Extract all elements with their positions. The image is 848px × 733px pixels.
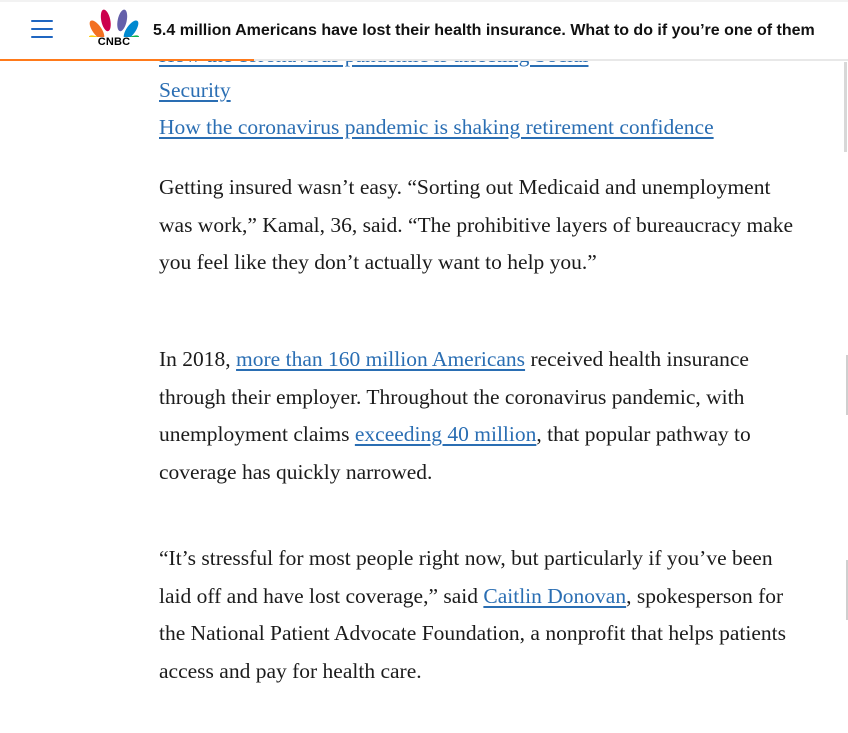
paragraph-insured: Getting insured wasn’t easy. “Sorting out Medicaid and unemployment was work,” Kamal, 36, said. “The prohibitive layers of bureaucracy make you feel like they don’t actually want to help you.” <box>159 175 794 274</box>
link-exceeding-40-million[interactable]: exceeding 40 million <box>354 422 537 446</box>
related-link-social-security[interactable]: Security <box>159 78 231 102</box>
paragraph-quote-stressful <box>159 540 799 690</box>
article-headline: 5.4 million Americans have lost their health insurance. What to do if you’re one of them <box>153 22 815 39</box>
text-segment: received health insurance through their employer. Throughout the coronavirus pandemic, with unemployment claims <box>159 347 749 446</box>
sticky-header <box>0 0 848 61</box>
reading-progress-bar <box>0 59 848 61</box>
scrollbar-thumb[interactable] <box>844 62 847 152</box>
cnbc-logo[interactable] <box>87 7 141 49</box>
link-160-million-americans[interactable]: more than 160 million Americans <box>236 347 526 371</box>
paragraph-employer-coverage <box>159 341 799 491</box>
text-segment: , spokesperson for the National Patient Advocate Foundation, a nonprofit that helps patients access and pay for health care. <box>159 583 786 683</box>
related-link-retirement-confidence[interactable]: How the coronavirus pandemic is shaking retirement confidence <box>159 115 714 139</box>
hamburger-menu-icon[interactable] <box>31 20 53 38</box>
logo-wordmark: CNBC <box>97 36 131 48</box>
reading-progress-fill <box>0 59 254 61</box>
text-segment: , that popular pathway to coverage has quickly narrowed. <box>159 422 751 484</box>
header-top-border <box>0 0 848 2</box>
text-segment: “It’s stressful for most people right now, but particularly if you’ve been laid off and have lost coverage,” said <box>159 546 773 608</box>
link-caitlin-donovan[interactable]: Caitlin Donovan <box>483 583 627 608</box>
text-segment: In 2018, <box>159 347 237 371</box>
peacock-icon <box>89 7 139 37</box>
